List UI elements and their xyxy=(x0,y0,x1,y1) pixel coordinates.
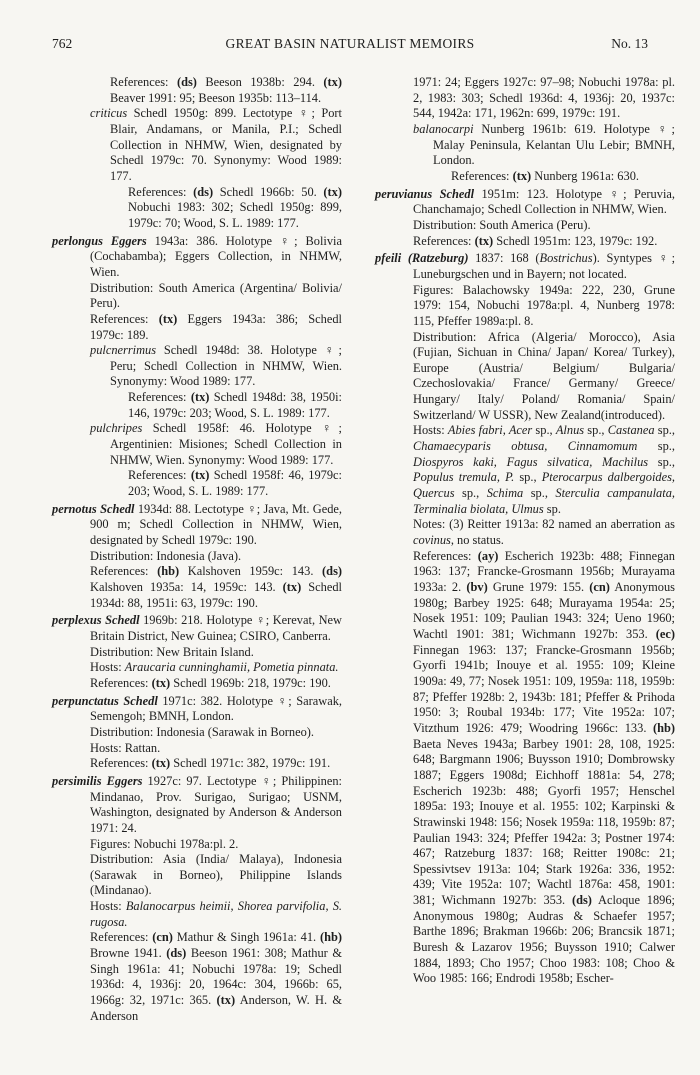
text-segment: Escherich 1923b: 488; Finnegan 1963: 137; Francke-Grosmann 1956b; Murayama 1933a: 2. xyxy=(413,548,675,594)
text-segment: References: xyxy=(90,311,159,326)
right-column xyxy=(375,75,675,987)
reference-category-code: (tx) xyxy=(474,233,494,248)
text-segment: Schedl 1971c: 382, 1979c: 191. xyxy=(170,756,331,771)
text-segment: Distribution: Africa (Algeria/ Morocco), Asia (Fujian, Sichuan in China/ Japan/ Korea/ Turkey), Europe (Austria/ Belgium/ Bulgaria/ Czechoslovakia/ France/ Germany/ Greece/ Hungary/ Italy/ Poland/ Romania/ Spain/ Switzerland/ W USSR), New Zealand(introduced). xyxy=(413,329,675,422)
text-segment: Notes: (3) Reitter 1913a: 82 named an aberration as xyxy=(413,517,675,532)
text-segment: Distribution: Asia (India/ Malaya), Indonesia (Sarawak in Borneo), Philippine Islands (Mindanao). xyxy=(90,852,342,898)
taxon-name: Diospyros kaki, Fagus silvatica, Machilus xyxy=(413,454,649,469)
species-name: perpunctatus Schedl xyxy=(52,693,158,708)
text-segment: References: xyxy=(110,75,177,89)
text-segment: Baeta Neves 1943a; Barbey 1901: 28, 108, 1925: 648; Bargmann 1906; Buysson 1910; Dombrowsky 1887; Eggers 1908d; Eichhoff 1881a: 54, 278; Escherich 1923b: 488; Gyorfi 1957; Henschel 1895a: 193; Inouye et al. 1955: 102; Karpinski & Strawinski 1948: 156; Nosek 1959a: 118, 1959b: 87; Paulian 1943: 324; Pfeffer 1942a: 3; Postner 1974: 467; Ratzeburg 1837: 168; Reitter 1908c: 21; Spessivtsev 1913a: 104; Stark 1926a: 336, 1952: 439; Vite 1952a: 107; Wachtl 1876a: 458, 1901: 381; Wichmann 1927b: 353. xyxy=(413,736,675,908)
text-segment: Figures: Nobuchi 1978a:pl. 2. xyxy=(90,836,239,851)
entry-paragraph xyxy=(52,185,342,232)
entry-paragraph xyxy=(375,251,675,282)
reference-category-code: (tx) xyxy=(151,756,171,771)
text-segment: Nobuchi 1983: 302; Schedl 1950g: 899, 1979c: 70; Wood, S. L. 1989: 177. xyxy=(128,200,342,230)
text-segment: Distribution: South America (Peru). xyxy=(413,217,591,232)
reference-category-code: (tx) xyxy=(216,993,236,1008)
entry-paragraph xyxy=(52,899,342,930)
taxon-name: pulcnerrimus xyxy=(90,343,157,358)
entry-paragraph xyxy=(52,421,342,468)
page-header xyxy=(52,36,648,56)
entry-paragraph xyxy=(52,930,342,1024)
reference-category-code: (ds) xyxy=(571,893,592,908)
text-segment: References: xyxy=(413,548,478,563)
entry-paragraph xyxy=(52,343,342,390)
text-segment: 1971: 24; Eggers 1927c: 97–98; Nobuchi 1978a: pl. 2, 1983: 303; Schedl 1936d: 4, 1936j: 20, 1937c: 544, 1942a: 171, 1962n: 699, 1979c: 191. xyxy=(413,75,675,121)
text-segment: Anonymous 1980g; Barbey 1925: 648; Murayama 1954a: 25; Nosek 1951: 109; Paulian 1943: 324; Ueno 1960; Wachtl 1901: 381; Wichmann 1927b: 353. xyxy=(413,580,675,641)
text-segment: Schedl 1966b: 50. xyxy=(213,184,324,199)
reference-category-code: (ay) xyxy=(477,548,499,563)
text-segment: Schedl 1948d: 38, 1950i: 146, 1979c: 203; Wood, S. L. 1989: 177. xyxy=(128,390,342,420)
reference-category-code: (tx) xyxy=(158,311,178,326)
text-segment: Finnegan 1963: 137; Francke-Grosmann 1956b; Gyorfi 1941b; Inouye et al. 1955: 109; Kleine 1909a: 49, 77; Nosek 1951: 109, 1959a: 118, 1959b: 87; Pfeffer 1928b: 2, 1943b: 181; Pfeffer & Prihoda 1950: 3; Roubal 1934b: 177; Vite 1952a: 107; Vitzthum 1926: 479; Woodring 1966c: 133. xyxy=(413,642,675,735)
text-segment: Beeson 1938b: 294. xyxy=(196,75,324,89)
species-name: peruvianus Schedl xyxy=(375,186,475,201)
text-segment: Schedl 1948d: 38. Holotype ♀; Peru; Schedl Collection in NHMW, Wien. Synonymy: Wood 1989: 177. xyxy=(110,343,342,389)
taxon-name: pulchripes xyxy=(90,421,143,436)
entry-paragraph xyxy=(52,837,342,853)
reference-category-code: (tx) xyxy=(151,675,171,690)
running-title: GREAT BASIN NATURALIST MEMOIRS xyxy=(225,36,475,51)
taxon-name: Sterculia campanulata, Terminalia biolata, Ulmus xyxy=(413,486,675,516)
entry-paragraph xyxy=(52,660,342,676)
text-segment: 1943a: 386. Holotype ♀; Bolivia (Cochabamba); Eggers Collection, in NHMW, Wien. xyxy=(90,233,342,279)
taxon-name: Chamaecyparis obtusa, Cinnamomum xyxy=(413,439,638,454)
page-number: 762 xyxy=(52,36,73,51)
reference-category-code: (tx) xyxy=(282,580,302,594)
reference-category-code: (tx) xyxy=(323,184,342,199)
text-segment: Distribution: Indonesia (Sarawak in Borneo). xyxy=(90,724,315,739)
entry-paragraph xyxy=(375,234,675,250)
entry-paragraph xyxy=(375,75,675,122)
entry-paragraph xyxy=(52,694,342,725)
text-segment: Nunberg 1961b: 619. Holotype ♀; Malay Peninsula, Kelantan Ulu Lebir; BMNH, London. xyxy=(433,121,675,168)
text-segment: Eggers 1943a: 386; Schedl 1979c: 189. xyxy=(90,311,342,342)
species-name: perplexus Schedl xyxy=(52,613,140,628)
taxon-name: Abies fabri, Acer xyxy=(447,423,533,438)
entry-paragraph xyxy=(375,549,675,987)
text-segment: Schedl 1951m: 123, 1979c: 192. xyxy=(493,233,658,248)
reference-category-code: (tx) xyxy=(323,75,342,89)
taxon-name: Castanea xyxy=(607,423,655,438)
text-segment: Hosts: xyxy=(413,423,448,438)
taxon-name: Pterocarpus dalbergoides, Quercus xyxy=(413,470,676,501)
text-segment: Anderson, W. H. & Anderson xyxy=(90,993,342,1023)
entry-paragraph xyxy=(52,613,342,644)
text-segment: Kalshoven 1959c: 143. xyxy=(179,564,323,579)
entry-paragraph xyxy=(52,774,342,837)
text-segment: Acloque 1896; Anonymous 1980g; Audras & Schaefer 1957; Barthe 1896; Brakman 1966b: 206; Brancsik 1871; Buresh & Lazarov 1956; Buysson 1910; Calwer 1884, 1893; Cho 1957; Choo 1983: 108; Choo & Woo 1985: 166; Endrodi 1958b; Escher- xyxy=(413,893,675,986)
text-segment: sp. xyxy=(543,501,561,516)
taxon-name: Araucaria cunninghamii, Pometia pinnata. xyxy=(124,660,339,675)
text-segment: Schedl 1969b: 218, 1979c: 190. xyxy=(170,675,331,690)
text-segment: Hosts: Rattan. xyxy=(90,740,161,755)
entry-paragraph xyxy=(375,218,675,234)
text-segment: Schedl 1934d: 88, 1951i: 63, 1979c: 190. xyxy=(90,580,342,610)
entry-paragraph xyxy=(52,564,342,611)
entry-paragraph xyxy=(52,725,342,741)
text-segment: ). Syntypes ♀; Luneburgschen und in Bayern; not located. xyxy=(413,251,676,281)
text-segment: sp., xyxy=(637,439,675,454)
text-segment: sp., xyxy=(454,486,487,501)
text-segment: Mathur & Singh 1961a: 41. xyxy=(172,930,320,945)
text-segment: References: xyxy=(128,184,194,199)
reference-category-code: (tx) xyxy=(190,468,210,483)
entry-paragraph xyxy=(52,390,342,421)
text-segment: References: xyxy=(413,233,475,248)
reference-category-code: (ds) xyxy=(322,564,343,579)
reference-category-code: (tx) xyxy=(512,168,532,183)
text-segment: References: xyxy=(128,468,191,483)
text-segment: References: xyxy=(128,390,191,405)
text-segment: 1971c: 382. Holotype ♀; Sarawak, Semengoh; BMNH, London. xyxy=(90,693,342,724)
entry-paragraph xyxy=(52,234,342,281)
left-column xyxy=(52,75,342,1024)
entry-paragraph xyxy=(52,549,342,565)
entry-paragraph xyxy=(52,756,342,772)
text-segment: , no status. xyxy=(450,533,504,548)
text-segment: Schedl 1950g: 899. Lectotype ♀; Port Blair, Andamans, or Manila, P.I.; Schedl Collection in NHMW, Wien, designated by Schedl 1979c: 70. Synonymy: Wood 1989: 177. xyxy=(110,106,342,183)
entry-paragraph xyxy=(52,75,342,106)
reference-category-code: (cn) xyxy=(589,580,610,594)
text-segment: Distribution: New Britain Island. xyxy=(90,644,254,659)
entry-paragraph xyxy=(375,517,675,548)
entry-paragraph xyxy=(52,502,342,549)
text-segment: References: xyxy=(90,675,152,690)
text-segment: Nunberg 1961a: 630. xyxy=(531,168,639,183)
entry-paragraph xyxy=(52,468,342,499)
text-segment: References: xyxy=(90,564,158,579)
text-segment: Figures: Balachowsky 1949a: 222, 230, Grune 1979: 154, Nobuchi 1978a:pl. 4, Nunberg 1978: 115, Pfeffer 1989a:pl. 8. xyxy=(413,282,675,328)
text-segment: Kalshoven 1935a: 14, 1959c: 143. xyxy=(90,580,283,594)
text-segment: Grune 1979: 155. xyxy=(487,580,590,594)
species-name: pfeili (Ratzeburg) xyxy=(375,251,469,266)
volume-number: No. 13 xyxy=(611,36,648,51)
taxon-name: Alnus xyxy=(555,423,585,438)
entry-paragraph xyxy=(375,283,675,330)
text-segment: Beaver 1991: 95; Beeson 1935b: 113–114. xyxy=(110,90,322,105)
reference-category-code: (ds) xyxy=(176,75,197,89)
text-segment: sp., xyxy=(654,423,675,438)
taxon-name: covinus xyxy=(413,533,451,548)
text-segment: Hosts: xyxy=(90,899,126,914)
reference-category-code: (ec) xyxy=(655,626,675,641)
text-segment: Hosts: xyxy=(90,660,125,675)
entry-paragraph xyxy=(375,330,675,424)
species-name: persimilis Eggers xyxy=(52,773,143,788)
text-segment: sp., xyxy=(514,470,542,485)
text-segment: References: xyxy=(90,930,153,945)
reference-category-code: (hb) xyxy=(652,720,675,735)
entry-paragraph xyxy=(375,122,675,169)
text-segment: Schedl 1958f: 46. Holotype ♀; Argentinien: Misiones; Schedl Collection in NHMW, Wien. Synonymy: Wood 1989: 177. xyxy=(110,421,342,467)
reference-category-code: (hb) xyxy=(319,930,342,945)
text-segment: 1927c: 97. Lectotype ♀; Philippinen: Mindanao, Prov. Surigao, Surigao; USNM, Washington, designated by Anderson & Anderson 1971: 24. xyxy=(90,773,342,835)
entry-paragraph xyxy=(52,106,342,184)
text-segment: Schedl 1958f: 46, 1979c: 203; Wood, S. L. 1989: 177. xyxy=(128,468,342,499)
reference-category-code: (cn) xyxy=(152,930,173,945)
text-segment: sp., xyxy=(532,423,556,438)
entry-paragraph xyxy=(52,645,342,661)
text-segment: sp., xyxy=(584,423,608,438)
entry-paragraph xyxy=(52,281,342,312)
text-segment: sp., xyxy=(523,486,556,501)
taxon-name: Balanocarpus heimii, Shorea parvifolia, S. rugosa. xyxy=(90,899,342,929)
reference-category-code: (hb) xyxy=(157,564,180,579)
entry-paragraph xyxy=(375,187,675,218)
species-name: perlongus Eggers xyxy=(52,233,147,248)
text-segment: Beeson 1961: 308; Mathur & Singh 1961a: 41; Nobuchi 1978a: 19; Schedl 1936d: 4, 1936j: 20, 1964c: 304, 1966b: 65, 1966g: 32, 1971c: 365. xyxy=(90,946,342,1008)
reference-category-code: (ds) xyxy=(166,946,187,961)
reference-category-code: (tx) xyxy=(190,390,210,405)
taxon-name: balanocarpi xyxy=(413,121,474,136)
entry-paragraph xyxy=(52,676,342,692)
entry-paragraph xyxy=(375,169,675,185)
reference-category-code: (ds) xyxy=(193,184,214,199)
text-segment: sp., xyxy=(648,454,676,469)
entry-paragraph xyxy=(375,423,675,517)
entry-paragraph xyxy=(52,741,342,757)
entry-paragraph xyxy=(52,312,342,343)
text-segment: Distribution: South America (Argentina/ Bolivia/ Peru). xyxy=(90,280,342,311)
taxon-name: Populus tremula, P. xyxy=(413,470,515,485)
text-segment: 1969b: 218. Holotype ♀; Kerevat, New Britain District, New Guinea; CSIRO, Canberra. xyxy=(90,613,342,643)
taxon-name: criticus xyxy=(90,106,128,121)
reference-category-code: (bv) xyxy=(466,580,488,594)
text-segment: References: xyxy=(451,168,513,183)
text-segment: Browne 1941. xyxy=(90,946,167,961)
entry-paragraph xyxy=(52,852,342,899)
text-segment: References: xyxy=(90,756,152,771)
taxon-name: Schima xyxy=(486,486,524,501)
text-segment: 1951m: 123. Holotype ♀; Peruvia, Chanchamajo; Schedl Collection in NHMW, Wien. xyxy=(413,186,675,217)
species-name: pernotus Schedl xyxy=(52,501,135,516)
text-segment: 1837: 168 ( xyxy=(468,251,540,266)
taxon-name: Bostrichus xyxy=(539,251,593,266)
text-segment: 1934d: 88. Lectotype ♀; Java, Mt. Gede, 900 m; Schedl Collection in NHMW, Wien, designated by Schedl 1979c: 190. xyxy=(90,501,342,548)
text-segment: Distribution: Indonesia (Java). xyxy=(90,548,242,563)
